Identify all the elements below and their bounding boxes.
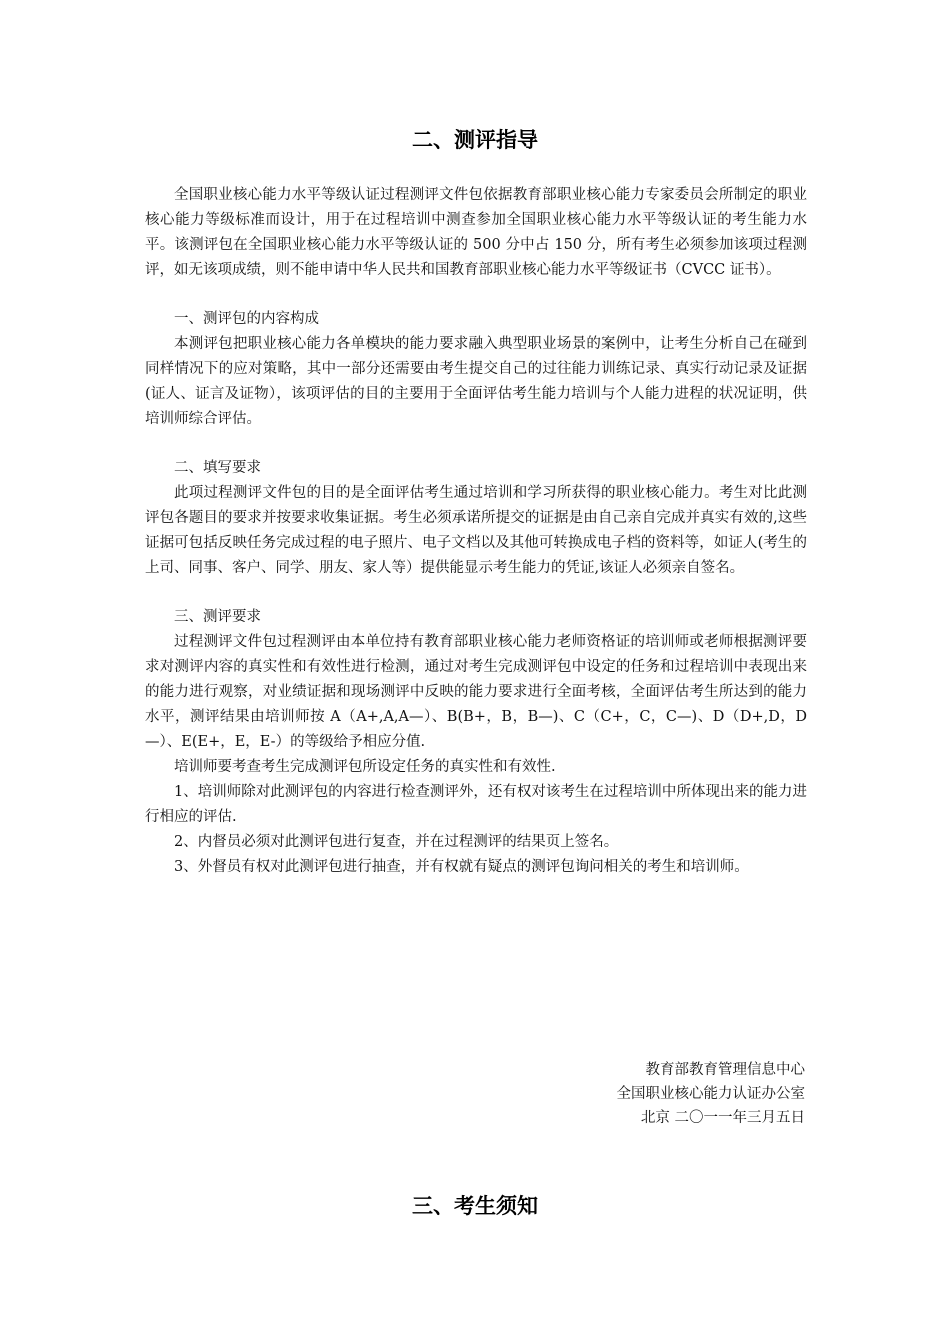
section-title: 二、填写要求 [174, 460, 261, 476]
section-title: 三、测评要求 [174, 609, 261, 625]
section-paragraph: 过程测评文件包过程测评由本单位持有教育部职业核心能力老师资格证的培训师或老师根据测评要求对测评内容的真实性和有效性进行检测，通过对考生完成测评包中设定的任务和过程培训中表现出来的能力进行观察，对业绩证据和现场测评中反映的能力要求进行全面考核，全面评估考生所达到的能力水平，测评结果由培训师按 A（A+,A,A—）、B(B+，B，B—)、C（C+，C，C—)、D（D+,D，D—）、E(E+，E，E-）的等级给予相应分值. [145, 634, 808, 750]
list-item: 1、培训师除对此测评包的内容进行检查测评外，还有权对该考生在过程培训中所体现出来的能力进行相应的评估. [145, 784, 807, 825]
signature-block [617, 1058, 806, 1130]
section-title: 一、测评包的内容构成 [174, 311, 319, 327]
list-item: 3、外督员有权对此测评包进行抽查，并有权就有疑点的测评包询问相关的考生和培训师。 [174, 859, 749, 875]
section-heading-candidate-notice: 三、考生须知 [412, 1194, 538, 1218]
signature-org-1: 教育部教育管理信息中心 [645, 1062, 805, 1078]
section-note: 培训师要考查考生完成测评包所设定任务的真实性和有效性. [174, 759, 556, 775]
section-fill-requirements [145, 456, 807, 581]
document-body [145, 183, 807, 880]
intro-paragraph: 全国职业核心能力水平等级认证过程测评文件包依据教育部职业核心能力专家委员会所制定的职业核心能力等级标准而设计，用于在过程培训中测查参加全国职业核心能力水平等级认证的考生能力水平。该测评包在全国职业核心能力水平等级认证的 500 分中占 150 分，所有考生必须参加该项过程测评，如无该项成绩，则不能申请中华人民共和国教育部职业核心能力水平等级证书（CVCC 证书）。 [145, 187, 807, 278]
list-item: 2、内督员必须对此测评包进行复查，并在过程测评的结果页上签名。 [174, 834, 619, 850]
signature-org-2: 全国职业核心能力认证办公室 [616, 1086, 805, 1102]
section-content-structure [145, 307, 807, 432]
section-evaluation-requirements [145, 605, 807, 880]
section-paragraph: 本测评包把职业核心能力各单模块的能力要求融入典型职业场景的案例中，让考生分析自己在碰到同样情况下的应对策略，其中一部分还需要由考生提交自己的过往能力训练记录、真实行动记录及证据(证人、证言及证物），该项评估的目的主要用于全面评估考生能力培训与个人能力进程的状况证明，供培训师综合评估。 [145, 336, 807, 427]
section-paragraph: 此项过程测评文件包的目的是全面评估考生通过培训和学习所获得的职业核心能力。考生对比此测评包各题目的要求并按要求收集证据。考生必须承诺所提交的证据是由自己亲自完成并真实有效的,这些证据可包括反映任务完成过程的电子照片、电子文档以及其他可转换成电子档的资料等，如证人(考生的上司、同事、客户、同学、朋友、家人等）提供能显示考生能力的凭证,该证人必须亲自签名。 [145, 485, 807, 576]
section-heading-evaluation-guide: 二、测评指导 [412, 128, 538, 152]
signature-date: 北京 二〇一一年三月五日 [640, 1110, 805, 1126]
